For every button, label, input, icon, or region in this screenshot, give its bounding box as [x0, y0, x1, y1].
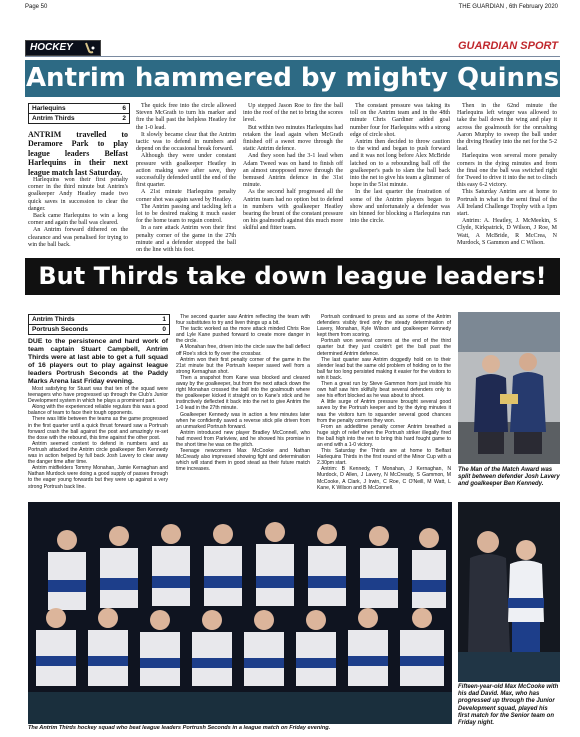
- story1-para: This Saturday Antrim are at home to Portrush in what is the semi final of the All Ireland Challenge Trophy with a 1pm start.: [457, 189, 557, 218]
- story2-para: Most satisfying for Stuart was that ten of the squad were teenagers who have progressed up through the Club's Junior Development system in which he plays a prominent part.: [28, 386, 168, 405]
- scorebox-1: [28, 103, 130, 124]
- story1-column-3: [243, 103, 343, 230]
- hockey-stick-icon: [82, 42, 96, 54]
- section-label: [25, 40, 101, 56]
- headline-banner-2: [25, 258, 560, 295]
- scorebox-2: [28, 314, 170, 335]
- story1-para: The Antrim passing and tackling left a lot to be desired making it much easier for the home team to regain control.: [136, 203, 236, 225]
- story2-column-2: [176, 314, 310, 500]
- father-son-photo: [458, 502, 560, 682]
- paper-date: THE GUARDIAN , 6th February 2020: [458, 4, 558, 10]
- story2-para: There was little between the teams as the game progressed in the first quarter until a quick thrust forward saw a Portrush forward crash the ball against the post and amazingly re-set the dose with the rebound, this time against the other post.: [28, 416, 168, 441]
- score-row: [29, 324, 169, 334]
- score-team: Antrim Thirds: [32, 115, 75, 122]
- story1-lead: ANTRIM travelled to Deramore Park to play league leaders Belfast Harlequins in their next league match last Saturday.: [28, 130, 128, 177]
- story1-column-5: [457, 103, 557, 246]
- story1-para: As the second half progressed all the Antrim team had no option but to defend in numbers with goalkeeper Heatley bearing the brunt of the constant pressure on his goalmouth against this much more skilful and fitter team.: [243, 189, 343, 232]
- motm-caption: The Man of the Match Award was split between defender Josh Lavery and goalkeeper Ben Kennedy.: [458, 467, 560, 488]
- story2-para: Antrim won their first penalty corner of the game in the 21st minute but the Portrush keeper saved well from a strong Kernaghan shot.: [176, 356, 310, 375]
- story1-para: Although they were under constant pressure with goalkeeper Heatley in action making save after save, they successfully defended until the end of the first quarter.: [136, 153, 236, 189]
- header-rule: [25, 56, 560, 57]
- story1-para: An Antrim forward dithered on the clearance and was penalised for trying to win the ball back.: [28, 227, 128, 248]
- story1-para: In a rare attack Antrim won their first penalty corner of the game in the 27th minute and a defender stopped the ball on the line with his foot.: [136, 225, 236, 254]
- story1-para: And they soon had the 3-1 lead when Adam Tweed was on hand to finish off an almost unopposed move through the bemused Antrim defence in the 31st minute.: [243, 153, 343, 189]
- story1-para: The quick free into the circle allowed Steven McGrath to turn his marker and fire the ball past the helpless Heatley for the 1-0 lead.: [136, 103, 236, 131]
- story2-para: A Monahan free, driven into the circle saw the ball deflect off Roe's stick to fly over the crossbar.: [176, 344, 310, 357]
- score-goals: 1: [162, 316, 166, 323]
- story1-para: Harlequins won several more penalty corners in the dying minutes and from the final one the ball was switched right for Tweed to drive it into the net to clinch this easy 6-2 victory.: [457, 153, 557, 189]
- story2-para: Goalkeeper Kennedy was in action a few minutes later when he confidently saved a reverse stick pile driven from an unmarked Portrush forward.: [176, 411, 310, 430]
- story2-column-3: [317, 314, 451, 500]
- headline-banner-1: [25, 60, 560, 97]
- story2-para: From an addedtime penalty corner Antrim breathed a huge sigh of relief when the Portrush striker illegally fired the ball high into the net to bring this hard fought game to an end with a 1-0 victory.: [317, 423, 451, 448]
- story1-para: But within two minutes Harlequins had retaken the lead again when McGrath finished off a sweet move through the static Antrim defence.: [243, 124, 343, 153]
- story1-para: Antrim then decided to throw caution to the wind and began to push forward and it was not long before Alex McBride latched on to a rebounding ball off the goalkeeper's pads to slam the ball back into the net to give his team a glimmer of hope in the 51st minute.: [350, 139, 450, 189]
- score-team: Portrush Seconds: [32, 326, 88, 333]
- story1-para: A 21st minute Harlequins penalty corner shot was again saved by Heatley.: [136, 189, 236, 203]
- headline-1: Antrim hammered by mighty Quinns: [25, 63, 560, 93]
- story2-para: Then a snapshot from Kane was blocked and cleared away by the goalkeeper, but from the next attack down the right Monahan crossed the ball into the goalmouth where the goalkeeper kicked it straight on to Kane's stick and he instinctively deflected it back into the net to give Antrim the 1-0 lead in the 27th minute.: [176, 374, 310, 412]
- score-row: [29, 113, 129, 123]
- story1-para: Harlequins won their first penalty corner in the third minute but Antrim's goalkeeper Andy Heatley made two quick saves in succession to clear the danger.: [28, 177, 128, 212]
- story1-para: Antrim: A. Heatley, J. McMeekin, S Clyde, Kirkpatrick, D Wilson, J Roe, M Watt, A McBride, R McCrea, N Murdock, S Gammon and C Wilson.: [457, 218, 557, 246]
- score-row: [29, 104, 129, 113]
- story2-para: Antrim: B Kennedy, T Monahan, J Kernaghan, N Murdock, D Allen, J Lavery, N McCready, S Gammon, M McCooke, A Clark, J Irwin, C Roe, C O'Neill, M Watt, L Kane, K Wilson and B McConnell.: [317, 466, 451, 491]
- story2-para: A little surge of Antrim pressure brought several good saves by the Portrush keeper and by the dying minutes it was the visitors turn to squander several good chances from the penalty corners they won.: [317, 399, 451, 424]
- story1-column-4: [350, 103, 450, 230]
- score-team: Harlequins: [32, 105, 66, 112]
- story1-column-1: [28, 130, 128, 248]
- score-goals: 6: [122, 105, 126, 112]
- story2-para: Antrim introduced new player Bradley McConnell, who had moved from Parkview, and he showed his promise in the short time he was on the pitch.: [176, 429, 310, 448]
- score-goals: 0: [162, 326, 166, 333]
- team-photo-caption: The Antrim Thirds hockey squad who beat league leaders Portrush Seconds in a league match on Friday evening.: [28, 725, 331, 731]
- score-goals: 2: [122, 115, 126, 122]
- story1-para: In the last quarter the frustration of some of the Antrim players began to show and unfortunately a defender was sin binned for blocking a Harlequins run into the circle.: [350, 189, 450, 225]
- headline-2: But Thirds take down league leaders!: [38, 262, 547, 290]
- masthead-sport: [458, 40, 558, 52]
- page-number: Page 50: [25, 4, 48, 10]
- masthead-text: GUARDIAN SPORT: [457, 40, 558, 52]
- story2-para: Portrush continued to press and as some of the Antrim defenders visibly tired only the steady determination of Lavery, Monahan, Kyle Wilson and goalkeeper Kennedy kept them from scoring.: [317, 314, 451, 339]
- story1-column-2: [136, 103, 236, 254]
- team-photo: [28, 502, 452, 724]
- story2-lead: DUE to the persistence and hard work of team captain Stuart Campbell, Antrim Thirds were at last able to get a full squad of 16 players out to play against league leaders Portrush Seconds at the Paddy Marks Arena last Friday evening.: [28, 338, 168, 385]
- story2-para: The second quarter saw Antrim reflecting the team with four substitutes to try and liven things up a bit.: [176, 314, 310, 327]
- story2-para: Along with the experienced reliable regulars this was a good balance of team to face their tough opponents.: [28, 404, 168, 417]
- story2-para: Antrim midfielders Tommy Monahan, Jamie Kernaghan and Nathan Murdock were doing a good supply of passes through to the eager young forwards but they were up against a very strong Portrush back line.: [28, 465, 168, 490]
- story2-column-1: [28, 338, 168, 500]
- story1-para: The constant pressure was taking its toll on the Antrim team and in the 48th minute Chris Gardiner added goal number four for Harlequins with a strong edge of circle shot.: [350, 103, 450, 138]
- story2-para: This Saturday the Thirds are at home to Belfast Harlequins Thirds in the first round of the Minor Cup with a 2.30pm start.: [317, 448, 451, 467]
- father-son-caption: Fifteen-year-old Max McCooke with his dad David. Max, who has progressed up through the Junior Development squad, played his first match for the Senior team on Friday night.: [458, 684, 559, 727]
- story2-para: Teenage newcomers Max McCooke and Nathan McCready also impressed showing fight and determination which will stand them in good stead as their future match time increases.: [176, 448, 310, 473]
- story2-para: Portrush won several corners at the end of the third quarter but they just couldn't get the ball past the determined Antrim defence.: [317, 338, 451, 357]
- story1-para: Up stepped Jason Roe to fire the ball into the roof of the net to bring the scores level.: [243, 103, 343, 124]
- story1-para: Then in the 62nd minute the Harlequins left winger was allowed to take the ball down the wing and play it across the goalmouth for the onrushing Aaron Murphy to sweep the ball under the diving Heatley into the net for the 5-2 lead.: [457, 103, 557, 153]
- story1-para: It slowly became clear that the Antrim tactic was to defend in numbers and depend on the occasional break forward.: [136, 131, 236, 153]
- score-row: [29, 315, 169, 324]
- story2-para: The tactic worked as the more attack minded Chris Roe and Lyle Kane pushed forward to create more danger in the circle.: [176, 326, 310, 345]
- score-team: Antrim Thirds: [32, 316, 75, 323]
- story1-para: Back came Harlequins to win a long corner and again the ball was cleared.: [28, 213, 128, 227]
- story2-para: Then a great run by Steve Gammon from just inside his own half saw him skilfully beat several defenders only to see his effort blocked as he was about to shoot.: [317, 381, 451, 400]
- story2-para: The last quarter saw Antrim doggedly hold on to their slender lead but the same old problem of holding on to the ball far too long persisted making it easier for the visitors to win it back.: [317, 356, 451, 381]
- motm-photo: [458, 312, 560, 464]
- story2-para: Antrim seemed content to defend in numbers and as Portrush attacked the Antrim circle goalkeeper Ben Kennedy was in action helped by full back Josh Lavery to clear away the danger time after time.: [28, 440, 168, 466]
- section-label-text: HOCKEY: [30, 42, 73, 53]
